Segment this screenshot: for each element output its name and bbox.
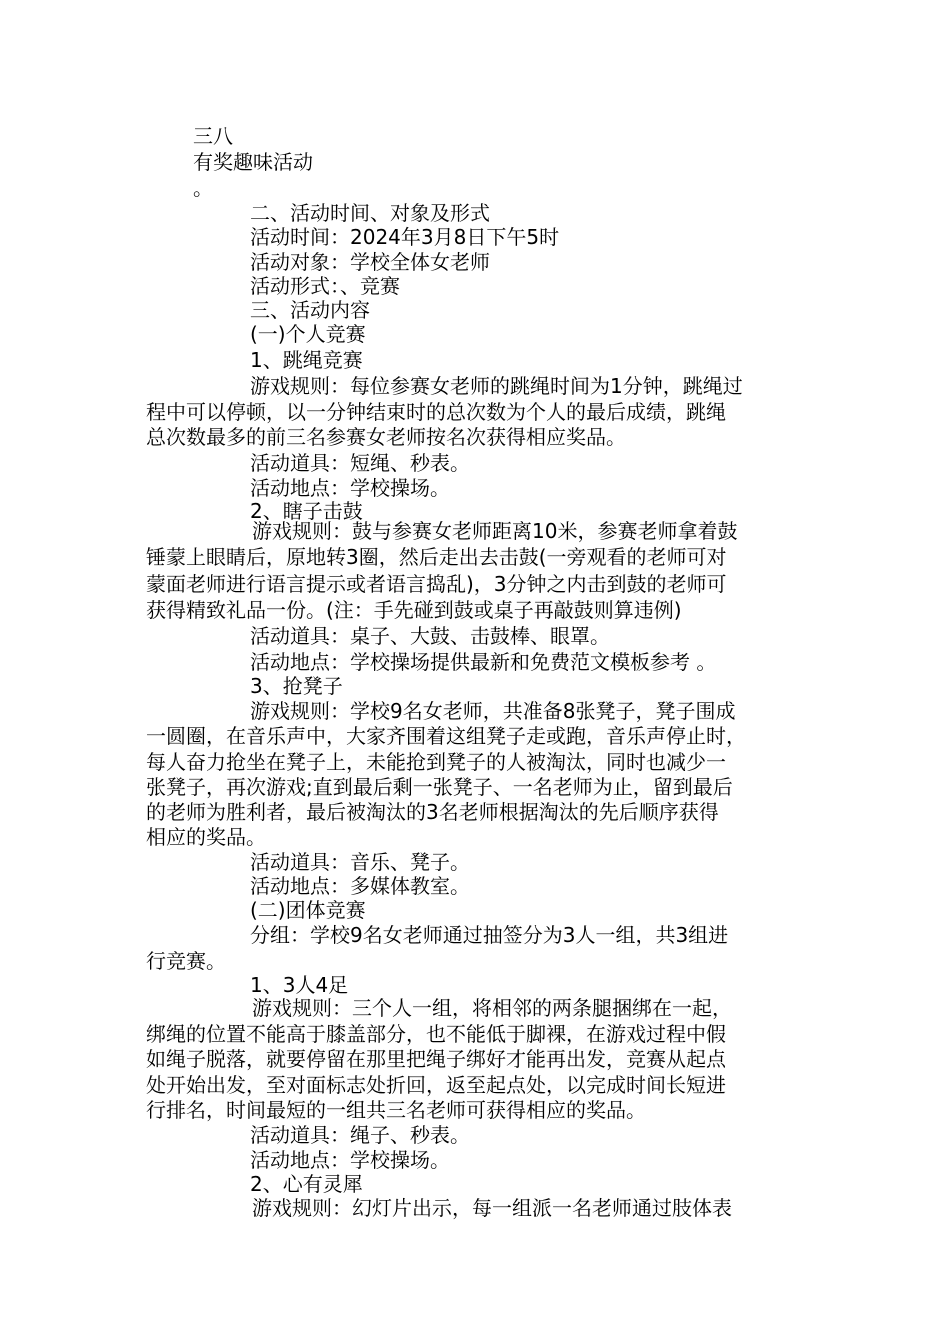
item-heading: 2、瞎子击鼓 — [250, 499, 363, 523]
text-line: 活动地点：学校操场提供最新和免费范文模板参考 。 — [250, 650, 717, 674]
text-line: 的老师为胜利者，最后被淘汰的3名老师根据淘汰的先后顺序获得 — [146, 800, 719, 824]
text-line: 活动地点：多媒体教室。 — [250, 874, 470, 898]
text-line: 行竞赛。 — [146, 949, 226, 973]
text-line: 游戏规则：学校9名女老师，共准备8张凳子，凳子围成 — [250, 699, 736, 723]
text-line: 活动地点：学校操场。 — [250, 476, 450, 500]
section-heading: 二、活动时间、对象及形式 — [250, 201, 490, 225]
text-line: 蒙面老师进行语言提示或者语言捣乱)，3分钟之内击到鼓的老师可 — [146, 572, 727, 596]
item-heading: 3、抢凳子 — [250, 674, 343, 698]
text-line: 获得精致礼品一份。(注：手先碰到鼓或桌子再敲鼓则算违例) — [146, 598, 682, 622]
text-line: 活动地点：学校操场。 — [250, 1148, 450, 1172]
text-line: 每人奋力抢坐在凳子上，未能抢到凳子的人被淘汰，同时也减少一 — [146, 750, 726, 774]
text-line: 游戏规则：鼓与参赛女老师距离10米，参赛老师拿着鼓 — [252, 519, 738, 543]
title-line: 三八 — [193, 124, 233, 148]
text-line: 相应的奖品。 — [146, 825, 266, 849]
text-line: 游戏规则：每位参赛女老师的跳绳时间为1分钟，跳绳过 — [250, 374, 743, 398]
title-line: 。 — [193, 176, 213, 200]
item-heading: 2、心有灵犀 — [250, 1172, 363, 1196]
text-line: 游戏规则：三个人一组，将相邻的两条腿捆绑在一起， — [252, 996, 732, 1020]
text-line: 一圆圈，在音乐声中，大家齐围着这组凳子走或跑，音乐声停止时， — [146, 724, 746, 748]
text-line: 活动道具：绳子、秒表。 — [250, 1123, 470, 1147]
text-line: 活动时间：2024年3月8日下午5时 — [250, 225, 560, 249]
item-heading: 1、跳绳竞赛 — [250, 348, 363, 372]
text-line: 如绳子脱落，就要停留在那里把绳子绑好才能再出发，竞赛从起点 — [146, 1047, 726, 1071]
item-heading: 1、3人4足 — [250, 973, 349, 997]
text-line: 绑绳的位置不能高于膝盖部分，也不能低于脚裸，在游戏过程中假 — [146, 1022, 726, 1046]
text-line: 活动道具：短绳、秒表。 — [250, 451, 470, 475]
text-line: 行排名，时间最短的一组共三名老师可获得相应的奖品。 — [146, 1098, 646, 1122]
text-line: 程中可以停顿，以一分钟结束时的总次数为个人的最后成绩，跳绳 — [146, 400, 726, 424]
text-line: 活动形式：、竞赛 — [250, 274, 400, 298]
text-line: 处开始出发，至对面标志处折回，返至起点处，以完成时间长短进 — [146, 1073, 726, 1097]
text-line: 张凳子，再次游戏;直到最后剩一张凳子、一名老师为止，留到最后 — [146, 775, 733, 799]
text-line: 活动道具：音乐、凳子。 — [250, 850, 470, 874]
title-line: 有奖趣味活动 — [193, 150, 313, 174]
text-line: 分组：学校9名女老师通过抽签分为3人一组，共3组进 — [250, 923, 729, 947]
text-line: 总次数最多的前三名参赛女老师按名次获得相应奖品。 — [146, 425, 626, 449]
text-line: 活动对象：学校全体女老师 — [250, 250, 490, 274]
section-heading: 三、活动内容 — [250, 298, 370, 322]
text-line: 锤蒙上眼睛后，原地转3圈，然后走出去击鼓(一旁观看的老师可对 — [146, 545, 727, 569]
text-line: 游戏规则：幻灯片出示，每一组派一名老师通过肢体表 — [252, 1196, 732, 1220]
subsection-heading: (一)个人竞赛 — [250, 322, 366, 346]
text-line: 活动道具：桌子、大鼓、击鼓棒、眼罩。 — [250, 624, 610, 648]
subsection-heading: (二)团体竞赛 — [250, 898, 366, 922]
